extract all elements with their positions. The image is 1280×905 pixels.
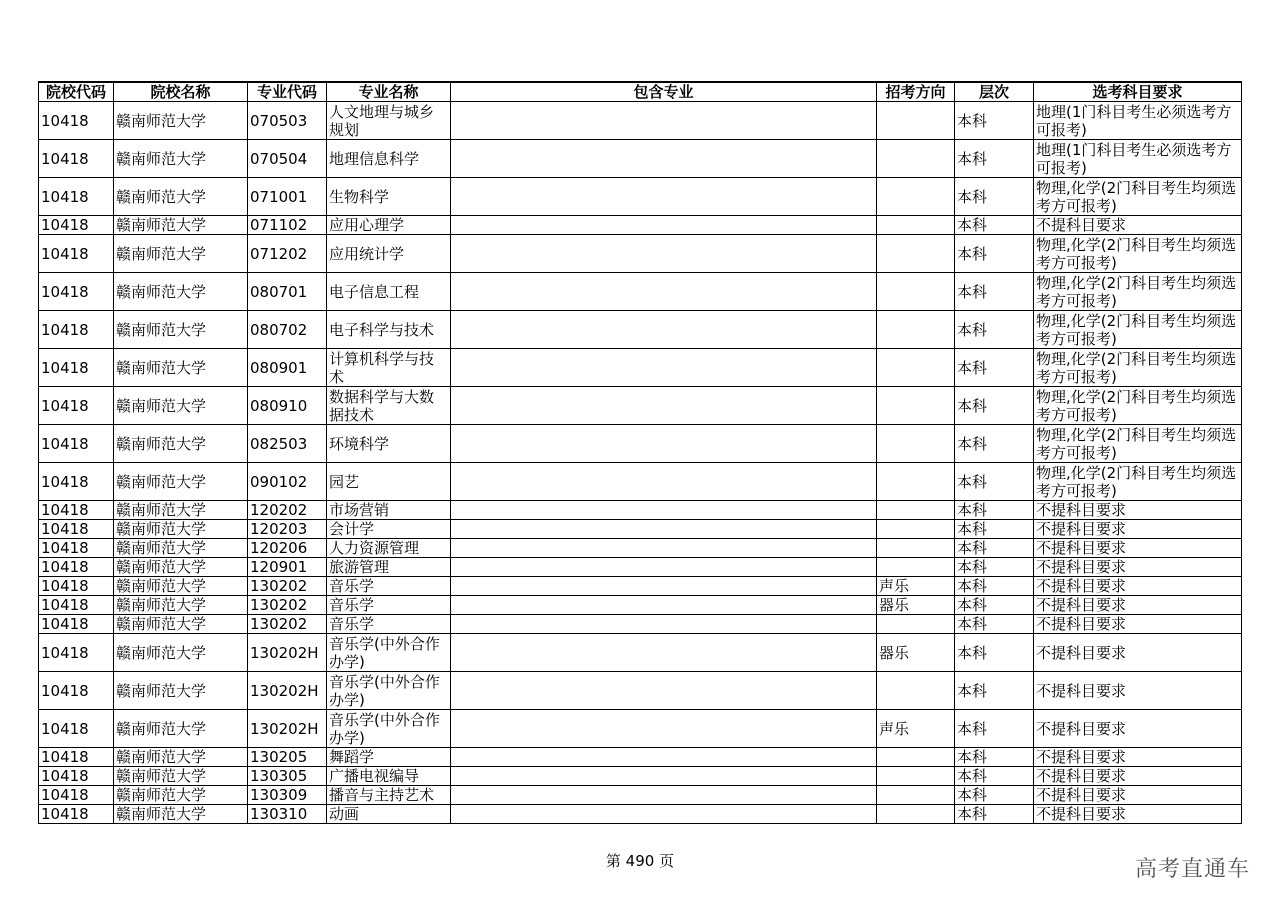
included-majors-cell	[451, 767, 877, 786]
school-code-cell: 10418	[39, 387, 114, 425]
major-code-cell: 080701	[248, 273, 327, 311]
school-code-cell: 10418	[39, 520, 114, 539]
requirement-cell: 物理,化学(2门科目考生均须选考方可报考)	[1034, 425, 1242, 463]
requirement-cell: 不提科目要求	[1034, 216, 1242, 235]
school-code-cell: 10418	[39, 539, 114, 558]
school-name-cell: 赣南师范大学	[114, 539, 248, 558]
header-school-name: 院校名称	[114, 82, 248, 102]
school-name-cell: 赣南师范大学	[114, 235, 248, 273]
direction-cell	[877, 463, 955, 501]
school-code-cell: 10418	[39, 311, 114, 349]
table-row	[39, 596, 1242, 615]
requirement-cell: 不提科目要求	[1034, 710, 1242, 748]
major-code-cell: 130202	[248, 577, 327, 596]
table-row	[39, 805, 1242, 824]
requirement-cell: 不提科目要求	[1034, 520, 1242, 539]
direction-cell	[877, 235, 955, 273]
table-row	[39, 672, 1242, 710]
header-direction: 招考方向	[877, 82, 955, 102]
table-row	[39, 463, 1242, 501]
table-row	[39, 425, 1242, 463]
table-row	[39, 577, 1242, 596]
level-cell: 本科	[955, 558, 1034, 577]
included-majors-cell	[451, 387, 877, 425]
major-code-cell: 120202	[248, 501, 327, 520]
direction-cell	[877, 672, 955, 710]
level-cell: 本科	[955, 710, 1034, 748]
major-code-cell: 130202H	[248, 710, 327, 748]
school-name-cell: 赣南师范大学	[114, 805, 248, 824]
requirement-cell: 物理,化学(2门科目考生均须选考方可报考)	[1034, 387, 1242, 425]
direction-cell	[877, 349, 955, 387]
major-code-cell: 120203	[248, 520, 327, 539]
included-majors-cell	[451, 102, 877, 140]
school-name-cell: 赣南师范大学	[114, 615, 248, 634]
major-name-cell: 人力资源管理	[327, 539, 451, 558]
requirement-cell: 不提科目要求	[1034, 672, 1242, 710]
school-code-cell: 10418	[39, 425, 114, 463]
requirement-cell: 不提科目要求	[1034, 805, 1242, 824]
table-row	[39, 387, 1242, 425]
major-code-cell: 071102	[248, 216, 327, 235]
requirement-cell: 物理,化学(2门科目考生均须选考方可报考)	[1034, 235, 1242, 273]
school-code-cell: 10418	[39, 102, 114, 140]
school-code-cell: 10418	[39, 140, 114, 178]
requirement-cell: 不提科目要求	[1034, 767, 1242, 786]
table-row	[39, 102, 1242, 140]
table-row	[39, 520, 1242, 539]
requirement-cell: 不提科目要求	[1034, 615, 1242, 634]
major-code-cell: 130202	[248, 596, 327, 615]
included-majors-cell	[451, 748, 877, 767]
direction-cell	[877, 102, 955, 140]
level-cell: 本科	[955, 596, 1034, 615]
included-majors-cell	[451, 273, 877, 311]
header-major-code: 专业代码	[248, 82, 327, 102]
level-cell: 本科	[955, 273, 1034, 311]
included-majors-cell	[451, 235, 877, 273]
major-code-cell: 130310	[248, 805, 327, 824]
header-major-name: 专业名称	[327, 82, 451, 102]
direction-cell	[877, 558, 955, 577]
level-cell: 本科	[955, 349, 1034, 387]
included-majors-cell	[451, 539, 877, 558]
level-cell: 本科	[955, 748, 1034, 767]
major-code-cell: 130309	[248, 786, 327, 805]
school-name-cell: 赣南师范大学	[114, 311, 248, 349]
school-name-cell: 赣南师范大学	[114, 748, 248, 767]
school-name-cell: 赣南师范大学	[114, 216, 248, 235]
direction-cell: 器乐	[877, 596, 955, 615]
school-name-cell: 赣南师范大学	[114, 349, 248, 387]
major-name-cell: 音乐学(中外合作办学)	[327, 672, 451, 710]
watermark: 高考直通车	[1134, 857, 1250, 882]
included-majors-cell	[451, 786, 877, 805]
major-name-cell: 音乐学	[327, 615, 451, 634]
included-majors-cell	[451, 596, 877, 615]
direction-cell	[877, 387, 955, 425]
direction-cell	[877, 501, 955, 520]
requirement-cell: 不提科目要求	[1034, 748, 1242, 767]
included-majors-cell	[451, 140, 877, 178]
table-row	[39, 311, 1242, 349]
table-row	[39, 710, 1242, 748]
major-name-cell: 旅游管理	[327, 558, 451, 577]
requirement-cell: 物理,化学(2门科目考生均须选考方可报考)	[1034, 273, 1242, 311]
level-cell: 本科	[955, 216, 1034, 235]
included-majors-cell	[451, 520, 877, 539]
included-majors-cell	[451, 425, 877, 463]
table-row	[39, 634, 1242, 672]
major-name-cell: 园艺	[327, 463, 451, 501]
major-code-cell: 071202	[248, 235, 327, 273]
major-name-cell: 计算机科学与技术	[327, 349, 451, 387]
table-row	[39, 216, 1242, 235]
major-code-cell: 070504	[248, 140, 327, 178]
table-row	[39, 539, 1242, 558]
included-majors-cell	[451, 634, 877, 672]
school-name-cell: 赣南师范大学	[114, 577, 248, 596]
table-body	[39, 102, 1242, 824]
level-cell: 本科	[955, 672, 1034, 710]
major-name-cell: 人文地理与城乡规划	[327, 102, 451, 140]
level-cell: 本科	[955, 140, 1034, 178]
major-code-cell: 071001	[248, 178, 327, 216]
school-code-cell: 10418	[39, 786, 114, 805]
table-row	[39, 767, 1242, 786]
direction-cell	[877, 615, 955, 634]
major-name-cell: 市场营销	[327, 501, 451, 520]
school-code-cell: 10418	[39, 596, 114, 615]
major-code-cell: 130202	[248, 615, 327, 634]
table-row	[39, 558, 1242, 577]
requirement-cell: 不提科目要求	[1034, 786, 1242, 805]
page-number: 第 490 页	[605, 852, 675, 870]
header-included-majors: 包含专业	[451, 82, 877, 102]
table-row	[39, 140, 1242, 178]
major-code-cell: 080901	[248, 349, 327, 387]
major-code-cell: 130205	[248, 748, 327, 767]
major-name-cell: 环境科学	[327, 425, 451, 463]
included-majors-cell	[451, 349, 877, 387]
school-code-cell: 10418	[39, 463, 114, 501]
direction-cell: 声乐	[877, 710, 955, 748]
school-code-cell: 10418	[39, 615, 114, 634]
included-majors-cell	[451, 558, 877, 577]
major-code-cell: 120901	[248, 558, 327, 577]
included-majors-cell	[451, 216, 877, 235]
school-name-cell: 赣南师范大学	[114, 273, 248, 311]
school-code-cell: 10418	[39, 634, 114, 672]
requirement-cell: 物理,化学(2门科目考生均须选考方可报考)	[1034, 178, 1242, 216]
major-code-cell: 082503	[248, 425, 327, 463]
school-code-cell: 10418	[39, 178, 114, 216]
included-majors-cell	[451, 311, 877, 349]
school-name-cell: 赣南师范大学	[114, 463, 248, 501]
level-cell: 本科	[955, 539, 1034, 558]
major-name-cell: 电子科学与技术	[327, 311, 451, 349]
school-code-cell: 10418	[39, 216, 114, 235]
level-cell: 本科	[955, 767, 1034, 786]
level-cell: 本科	[955, 463, 1034, 501]
included-majors-cell	[451, 615, 877, 634]
level-cell: 本科	[955, 178, 1034, 216]
level-cell: 本科	[955, 501, 1034, 520]
table-row	[39, 501, 1242, 520]
level-cell: 本科	[955, 311, 1034, 349]
direction-cell	[877, 786, 955, 805]
school-code-cell: 10418	[39, 805, 114, 824]
major-code-cell: 130202H	[248, 672, 327, 710]
school-code-cell: 10418	[39, 672, 114, 710]
requirement-cell: 物理,化学(2门科目考生均须选考方可报考)	[1034, 311, 1242, 349]
included-majors-cell	[451, 805, 877, 824]
school-code-cell: 10418	[39, 349, 114, 387]
requirement-cell: 物理,化学(2门科目考生均须选考方可报考)	[1034, 463, 1242, 501]
direction-cell	[877, 273, 955, 311]
major-name-cell: 动画	[327, 805, 451, 824]
header-row	[39, 82, 1242, 102]
major-code-cell: 130202H	[248, 634, 327, 672]
major-name-cell: 地理信息科学	[327, 140, 451, 178]
direction-cell	[877, 216, 955, 235]
requirement-cell: 地理(1门科目考生必须选考方可报考)	[1034, 102, 1242, 140]
included-majors-cell	[451, 463, 877, 501]
major-name-cell: 数据科学与大数据技术	[327, 387, 451, 425]
direction-cell: 器乐	[877, 634, 955, 672]
table-row	[39, 178, 1242, 216]
major-name-cell: 音乐学	[327, 596, 451, 615]
school-code-cell: 10418	[39, 767, 114, 786]
requirement-cell: 不提科目要求	[1034, 539, 1242, 558]
included-majors-cell	[451, 710, 877, 748]
major-name-cell: 生物科学	[327, 178, 451, 216]
major-code-cell: 130305	[248, 767, 327, 786]
school-code-cell: 10418	[39, 235, 114, 273]
requirement-cell: 物理,化学(2门科目考生均须选考方可报考)	[1034, 349, 1242, 387]
requirement-cell: 不提科目要求	[1034, 558, 1242, 577]
major-code-cell: 080702	[248, 311, 327, 349]
school-name-cell: 赣南师范大学	[114, 425, 248, 463]
major-name-cell: 音乐学(中外合作办学)	[327, 634, 451, 672]
major-name-cell: 应用心理学	[327, 216, 451, 235]
school-name-cell: 赣南师范大学	[114, 596, 248, 615]
major-name-cell: 舞蹈学	[327, 748, 451, 767]
admission-table	[38, 81, 1242, 824]
major-name-cell: 应用统计学	[327, 235, 451, 273]
level-cell: 本科	[955, 425, 1034, 463]
school-code-cell: 10418	[39, 748, 114, 767]
school-name-cell: 赣南师范大学	[114, 767, 248, 786]
level-cell: 本科	[955, 805, 1034, 824]
school-name-cell: 赣南师范大学	[114, 102, 248, 140]
major-name-cell: 音乐学	[327, 577, 451, 596]
school-code-cell: 10418	[39, 558, 114, 577]
school-name-cell: 赣南师范大学	[114, 387, 248, 425]
requirement-cell: 不提科目要求	[1034, 501, 1242, 520]
school-name-cell: 赣南师范大学	[114, 672, 248, 710]
included-majors-cell	[451, 178, 877, 216]
direction-cell	[877, 425, 955, 463]
school-name-cell: 赣南师范大学	[114, 786, 248, 805]
level-cell: 本科	[955, 634, 1034, 672]
direction-cell	[877, 767, 955, 786]
school-name-cell: 赣南师范大学	[114, 634, 248, 672]
direction-cell	[877, 140, 955, 178]
requirement-cell: 地理(1门科目考生必须选考方可报考)	[1034, 140, 1242, 178]
level-cell: 本科	[955, 102, 1034, 140]
major-code-cell: 080910	[248, 387, 327, 425]
included-majors-cell	[451, 501, 877, 520]
school-name-cell: 赣南师范大学	[114, 520, 248, 539]
major-name-cell: 电子信息工程	[327, 273, 451, 311]
direction-cell	[877, 178, 955, 216]
table-row	[39, 235, 1242, 273]
table-row	[39, 748, 1242, 767]
level-cell: 本科	[955, 577, 1034, 596]
major-name-cell: 播音与主持艺术	[327, 786, 451, 805]
school-name-cell: 赣南师范大学	[114, 140, 248, 178]
direction-cell	[877, 311, 955, 349]
level-cell: 本科	[955, 235, 1034, 273]
direction-cell: 声乐	[877, 577, 955, 596]
school-code-cell: 10418	[39, 710, 114, 748]
level-cell: 本科	[955, 387, 1034, 425]
level-cell: 本科	[955, 520, 1034, 539]
major-name-cell: 会计学	[327, 520, 451, 539]
included-majors-cell	[451, 672, 877, 710]
direction-cell	[877, 539, 955, 558]
school-name-cell: 赣南师范大学	[114, 710, 248, 748]
included-majors-cell	[451, 577, 877, 596]
level-cell: 本科	[955, 615, 1034, 634]
school-code-cell: 10418	[39, 577, 114, 596]
direction-cell	[877, 520, 955, 539]
school-code-cell: 10418	[39, 501, 114, 520]
table-row	[39, 349, 1242, 387]
major-code-cell: 070503	[248, 102, 327, 140]
table-row	[39, 615, 1242, 634]
table-row	[39, 786, 1242, 805]
major-code-cell: 090102	[248, 463, 327, 501]
direction-cell	[877, 805, 955, 824]
school-name-cell: 赣南师范大学	[114, 501, 248, 520]
requirement-cell: 不提科目要求	[1034, 634, 1242, 672]
requirement-cell: 不提科目要求	[1034, 577, 1242, 596]
school-name-cell: 赣南师范大学	[114, 558, 248, 577]
direction-cell	[877, 748, 955, 767]
major-name-cell: 音乐学(中外合作办学)	[327, 710, 451, 748]
table-row	[39, 273, 1242, 311]
header-school-code: 院校代码	[39, 82, 114, 102]
header-level: 层次	[955, 82, 1034, 102]
major-name-cell: 广播电视编导	[327, 767, 451, 786]
header-requirement: 选考科目要求	[1034, 82, 1242, 102]
requirement-cell: 不提科目要求	[1034, 596, 1242, 615]
level-cell: 本科	[955, 786, 1034, 805]
school-name-cell: 赣南师范大学	[114, 178, 248, 216]
major-code-cell: 120206	[248, 539, 327, 558]
school-code-cell: 10418	[39, 273, 114, 311]
